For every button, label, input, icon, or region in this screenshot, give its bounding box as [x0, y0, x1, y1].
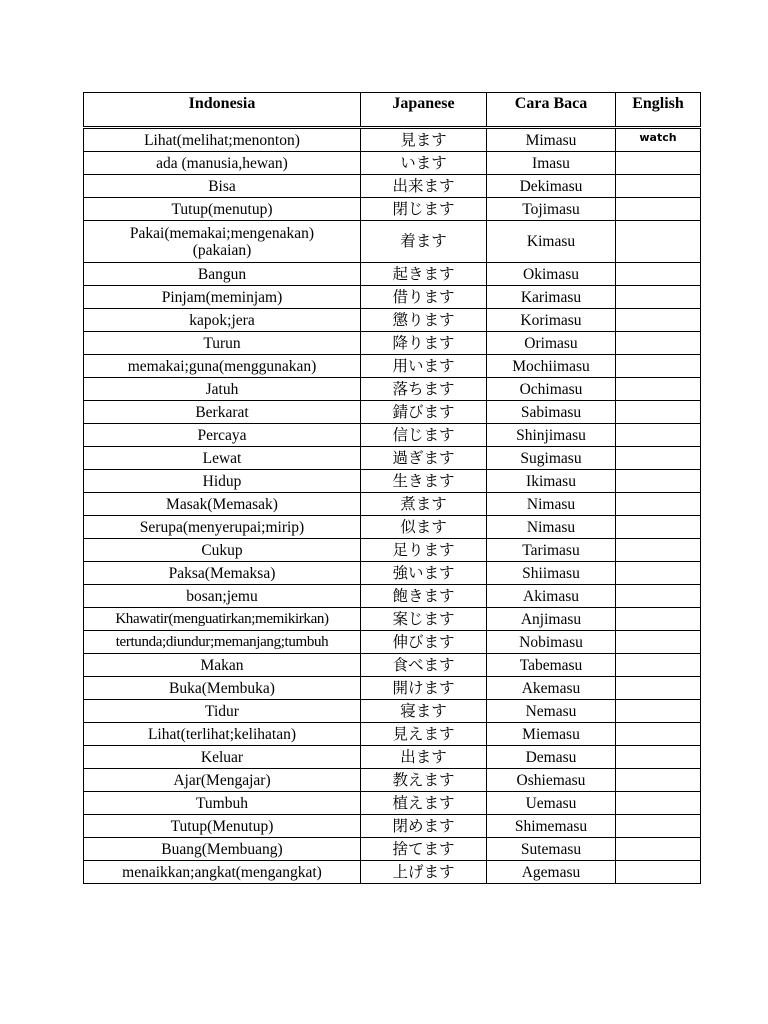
cell-indonesia: Tidur — [84, 700, 361, 723]
cell-cara-baca: Korimasu — [487, 309, 616, 332]
cell-indonesia: Keluar — [84, 746, 361, 769]
cell-cara-baca: Ochimasu — [487, 378, 616, 401]
table-row — [84, 516, 701, 539]
cell-english — [616, 723, 701, 746]
cell-cara-baca: Nemasu — [487, 700, 616, 723]
cell-indonesia: Turun — [84, 332, 361, 355]
cell-english — [616, 332, 701, 355]
header-cara-baca: Cara Baca — [487, 93, 616, 128]
table-row — [84, 585, 701, 608]
cell-english — [616, 493, 701, 516]
vocabulary-table — [83, 92, 701, 884]
cell-english — [616, 447, 701, 470]
cell-cara-baca: Akimasu — [487, 585, 616, 608]
table-row — [84, 769, 701, 792]
cell-english — [616, 152, 701, 175]
cell-indonesia: Bangun — [84, 263, 361, 286]
cell-japanese: 飽きます — [361, 585, 487, 608]
table-row — [84, 378, 701, 401]
cell-indonesia: Cukup — [84, 539, 361, 562]
table-row — [84, 861, 701, 884]
table-row — [84, 677, 701, 700]
cell-japanese: 起きます — [361, 263, 487, 286]
cell-indonesia: Lihat(terlihat;kelihatan) — [84, 723, 361, 746]
cell-english — [616, 424, 701, 447]
cell-cara-baca: Sutemasu — [487, 838, 616, 861]
cell-english — [616, 769, 701, 792]
cell-indonesia: Pinjam(meminjam) — [84, 286, 361, 309]
cell-japanese: 上げます — [361, 861, 487, 884]
cell-cara-baca: Orimasu — [487, 332, 616, 355]
table-row — [84, 631, 701, 654]
cell-english — [616, 355, 701, 378]
table-row — [84, 746, 701, 769]
cell-indonesia: Buang(Membuang) — [84, 838, 361, 861]
cell-cara-baca: Oshiemasu — [487, 769, 616, 792]
table-body — [84, 128, 701, 884]
cell-japanese: 足ります — [361, 539, 487, 562]
cell-japanese: 煮ます — [361, 493, 487, 516]
header-row — [84, 93, 701, 128]
table-row — [84, 128, 701, 152]
table-row — [84, 723, 701, 746]
cell-cara-baca: Mimasu — [487, 128, 616, 152]
cell-english — [616, 861, 701, 884]
cell-cara-baca: Nimasu — [487, 493, 616, 516]
table-row — [84, 286, 701, 309]
cell-english — [616, 631, 701, 654]
cell-english — [616, 700, 701, 723]
cell-indonesia: Tumbuh — [84, 792, 361, 815]
cell-english — [616, 585, 701, 608]
cell-english — [616, 539, 701, 562]
table-row — [84, 263, 701, 286]
cell-japanese: 強います — [361, 562, 487, 585]
cell-japanese: 食べます — [361, 654, 487, 677]
cell-english — [616, 815, 701, 838]
table-row — [84, 539, 701, 562]
cell-indonesia: Jatuh — [84, 378, 361, 401]
cell-indonesia: Lihat(melihat;menonton) — [84, 128, 361, 152]
cell-english — [616, 654, 701, 677]
cell-japanese: 植えます — [361, 792, 487, 815]
table-row — [84, 562, 701, 585]
cell-english — [616, 470, 701, 493]
cell-japanese: 懲ります — [361, 309, 487, 332]
cell-indonesia: Berkarat — [84, 401, 361, 424]
cell-english — [616, 286, 701, 309]
cell-english — [616, 378, 701, 401]
cell-indonesia: kapok;jera — [84, 309, 361, 332]
cell-english — [616, 677, 701, 700]
cell-japanese: 借ります — [361, 286, 487, 309]
cell-cara-baca: Kimasu — [487, 221, 616, 263]
cell-indonesia: Masak(Memasak) — [84, 493, 361, 516]
cell-japanese: 教えます — [361, 769, 487, 792]
cell-cara-baca: Miemasu — [487, 723, 616, 746]
cell-indonesia: ada (manusia,hewan) — [84, 152, 361, 175]
table-row — [84, 221, 701, 263]
table-row — [84, 815, 701, 838]
cell-cara-baca: Tojimasu — [487, 198, 616, 221]
cell-english — [616, 309, 701, 332]
cell-cara-baca: Demasu — [487, 746, 616, 769]
cell-english — [616, 516, 701, 539]
cell-japanese: 降ります — [361, 332, 487, 355]
cell-indonesia: menaikkan;angkat(mengangkat) — [84, 861, 361, 884]
table-row — [84, 401, 701, 424]
cell-japanese: 開けます — [361, 677, 487, 700]
cell-indonesia: Bisa — [84, 175, 361, 198]
cell-english — [616, 838, 701, 861]
cell-cara-baca: Ikimasu — [487, 470, 616, 493]
cell-english — [616, 401, 701, 424]
cell-cara-baca: Tabemasu — [487, 654, 616, 677]
cell-english — [616, 198, 701, 221]
table-row — [84, 355, 701, 378]
cell-cara-baca: Shimemasu — [487, 815, 616, 838]
cell-indonesia-line: Pakai(memakai;mengenakan) — [129, 224, 315, 242]
table-row — [84, 470, 701, 493]
cell-indonesia: Lewat — [84, 447, 361, 470]
table-row — [84, 700, 701, 723]
header-english: English — [616, 93, 701, 128]
cell-english — [616, 562, 701, 585]
table-row — [84, 332, 701, 355]
cell-japanese: 過ぎます — [361, 447, 487, 470]
cell-indonesia: Paksa(Memaksa) — [84, 562, 361, 585]
cell-cara-baca: Sabimasu — [487, 401, 616, 424]
table-row — [84, 608, 701, 631]
cell-english — [616, 792, 701, 815]
cell-japanese: 出ます — [361, 746, 487, 769]
cell-japanese: 似ます — [361, 516, 487, 539]
cell-english: watch — [616, 128, 701, 152]
cell-japanese: 見ます — [361, 128, 487, 152]
table-row — [84, 792, 701, 815]
cell-japanese: 落ちます — [361, 378, 487, 401]
table-row — [84, 838, 701, 861]
table-row — [84, 493, 701, 516]
cell-indonesia: memakai;guna(menggunakan) — [84, 355, 361, 378]
cell-japanese: 着ます — [361, 221, 487, 263]
cell-japanese: 閉じます — [361, 198, 487, 221]
cell-indonesia: Percaya — [84, 424, 361, 447]
cell-indonesia: Ajar(Mengajar) — [84, 769, 361, 792]
cell-indonesia: Khawatir(menguatirkan;memikirkan) — [84, 608, 361, 631]
table-row — [84, 654, 701, 677]
cell-japanese: 生きます — [361, 470, 487, 493]
cell-cara-baca: Anjimasu — [487, 608, 616, 631]
cell-indonesia: Makan — [84, 654, 361, 677]
cell-cara-baca: Shiimasu — [487, 562, 616, 585]
cell-cara-baca: Sugimasu — [487, 447, 616, 470]
cell-english — [616, 746, 701, 769]
cell-indonesia: tertunda;diundur;memanjang;tumbuh — [84, 631, 361, 654]
cell-indonesia: Serupa(menyerupai;mirip) — [84, 516, 361, 539]
cell-japanese: 出来ます — [361, 175, 487, 198]
table-header — [84, 93, 701, 128]
cell-english — [616, 608, 701, 631]
table-row — [84, 198, 701, 221]
cell-indonesia: Buka(Membuka) — [84, 677, 361, 700]
cell-cara-baca: Imasu — [487, 152, 616, 175]
cell-cara-baca: Nobimasu — [487, 631, 616, 654]
cell-english — [616, 263, 701, 286]
cell-indonesia-line: (pakaian) — [192, 241, 252, 259]
cell-english — [616, 221, 701, 263]
cell-japanese: 寝ます — [361, 700, 487, 723]
cell-japanese: 信じます — [361, 424, 487, 447]
cell-japanese: 案じます — [361, 608, 487, 631]
cell-japanese: 錆びます — [361, 401, 487, 424]
cell-indonesia — [84, 221, 361, 263]
cell-indonesia: Hidup — [84, 470, 361, 493]
header-indonesia: Indonesia — [84, 93, 361, 128]
cell-japanese: 用います — [361, 355, 487, 378]
cell-cara-baca: Karimasu — [487, 286, 616, 309]
cell-cara-baca: Tarimasu — [487, 539, 616, 562]
cell-cara-baca: Dekimasu — [487, 175, 616, 198]
header-japanese: Japanese — [361, 93, 487, 128]
cell-indonesia: Tutup(Menutup) — [84, 815, 361, 838]
cell-cara-baca: Okimasu — [487, 263, 616, 286]
table-row — [84, 175, 701, 198]
table-row — [84, 309, 701, 332]
table-row — [84, 152, 701, 175]
cell-cara-baca: Akemasu — [487, 677, 616, 700]
cell-japanese: います — [361, 152, 487, 175]
cell-english — [616, 175, 701, 198]
cell-japanese: 捨てます — [361, 838, 487, 861]
cell-cara-baca: Uemasu — [487, 792, 616, 815]
cell-japanese: 閉めます — [361, 815, 487, 838]
cell-indonesia: bosan;jemu — [84, 585, 361, 608]
cell-cara-baca: Mochiimasu — [487, 355, 616, 378]
cell-indonesia: Tutup(menutup) — [84, 198, 361, 221]
table-row — [84, 447, 701, 470]
cell-cara-baca: Shinjimasu — [487, 424, 616, 447]
cell-cara-baca: Agemasu — [487, 861, 616, 884]
table-row — [84, 424, 701, 447]
cell-japanese: 伸びます — [361, 631, 487, 654]
cell-japanese: 見えます — [361, 723, 487, 746]
cell-cara-baca: Nimasu — [487, 516, 616, 539]
